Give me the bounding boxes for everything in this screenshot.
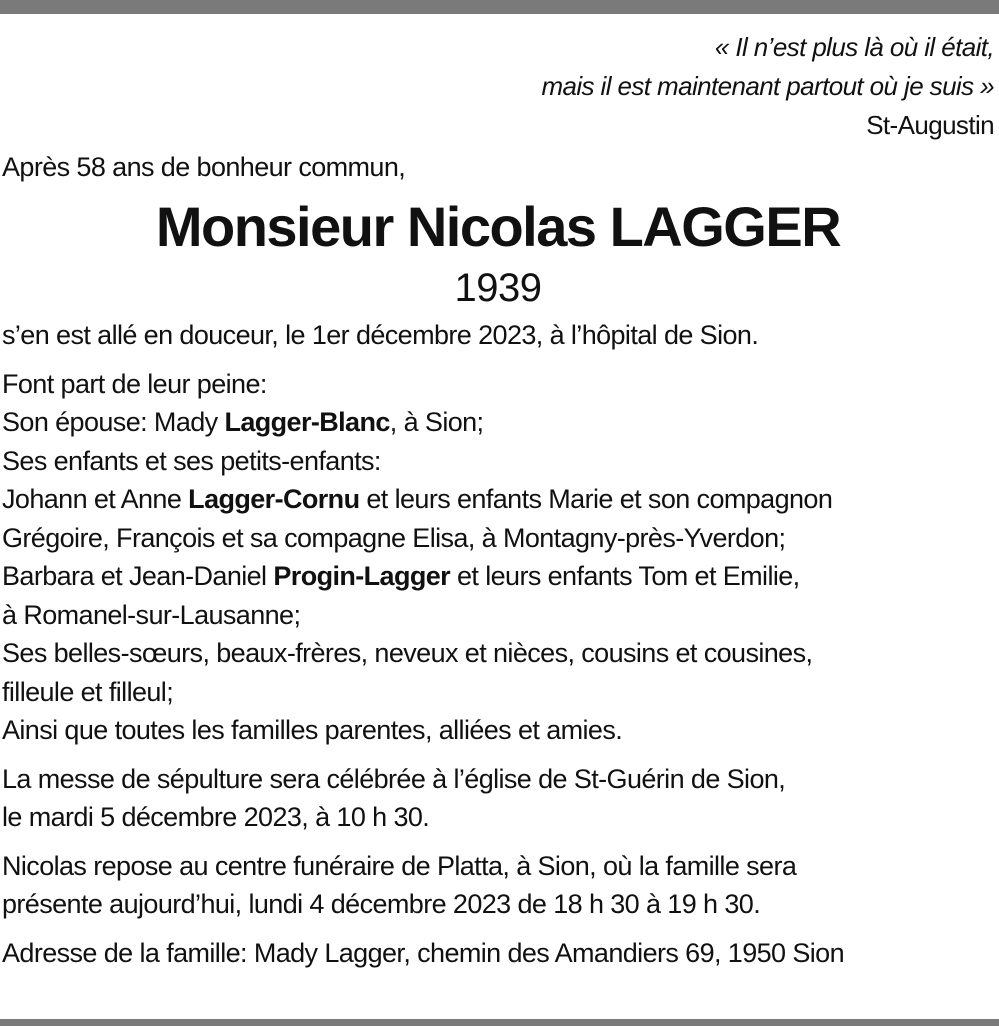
child1-pre: Johann et Anne xyxy=(2,484,189,514)
rest-line-1: Nicolas repose au centre funéraire de Platta, à Sion, où la famille sera xyxy=(2,850,797,881)
child1-line-1 xyxy=(2,480,994,519)
bottom-rule xyxy=(0,1019,999,1026)
family-address: Adresse de la famille: Mady Lagger, chemin des Amandiers 69, 1950 Sion xyxy=(2,937,845,968)
obituary-notice xyxy=(2,28,994,972)
epigraph-author: St-Augustin xyxy=(866,110,994,140)
child1-line-2: Grégoire, François et sa compagne Elisa, à Montagny-près-Yverdon; xyxy=(2,522,786,553)
relatives-line-2: filleule et filleul; xyxy=(2,676,174,707)
epigraph-line-1: « Il n’est plus là où il était, xyxy=(714,32,994,62)
funeral-section xyxy=(2,760,994,837)
relatives-line-1: Ses belles-sœurs, beaux-frères, neveux et nièces, cousins et cousines, xyxy=(2,638,813,668)
child1-surname: Lagger-Cornu xyxy=(188,484,360,514)
passing-statement: s’en est allé en douceur, le 1er décembre 2023, à l’hôpital de Sion. xyxy=(2,320,759,350)
deceased-name: Monsieur Nicolas LAGGER xyxy=(155,195,841,258)
child2-surname: Progin-Lagger xyxy=(273,561,451,591)
spouse-surname: Lagger-Blanc xyxy=(224,407,390,437)
child2-post: et leurs enfants Tom et Emilie, xyxy=(450,561,800,591)
child2-pre: Barbara et Jean-Daniel xyxy=(2,561,274,591)
child2-line-1 xyxy=(2,557,994,596)
child2-line-2: à Romanel-sur-Lausanne; xyxy=(2,599,301,630)
others-line: Ainsi que toutes les familles parentes, alliées et amies. xyxy=(2,715,623,745)
spouse-pre: Son épouse: Mady xyxy=(2,407,225,437)
family-section xyxy=(2,365,994,750)
top-rule xyxy=(0,0,999,14)
funeral-line-2: le mardi 5 décembre 2023, à 10 h 30. xyxy=(2,802,430,832)
birth-year: 1939 xyxy=(454,266,542,310)
rest-section xyxy=(2,847,994,924)
rest-line-2: présente aujourd’hui, lundi 4 décembre 2023 de 18 h 30 à 19 h 30. xyxy=(2,889,761,919)
child1-post: et leurs enfants Marie et son compagnon xyxy=(359,484,833,514)
spouse-line xyxy=(2,403,994,442)
family-heading: Font part de leur peine: xyxy=(2,368,267,399)
epigraph xyxy=(2,28,994,145)
spouse-post: , à Sion; xyxy=(389,407,484,437)
epigraph-line-2: mais il est maintenant partout où je suis » xyxy=(541,71,994,101)
children-heading: Ses enfants et ses petits-enfants: xyxy=(2,445,381,476)
intro-text: Après 58 ans de bonheur commun, xyxy=(2,152,406,182)
funeral-line-1: La messe de sépulture sera célébrée à l’église de St-Guérin de Sion, xyxy=(2,763,786,794)
